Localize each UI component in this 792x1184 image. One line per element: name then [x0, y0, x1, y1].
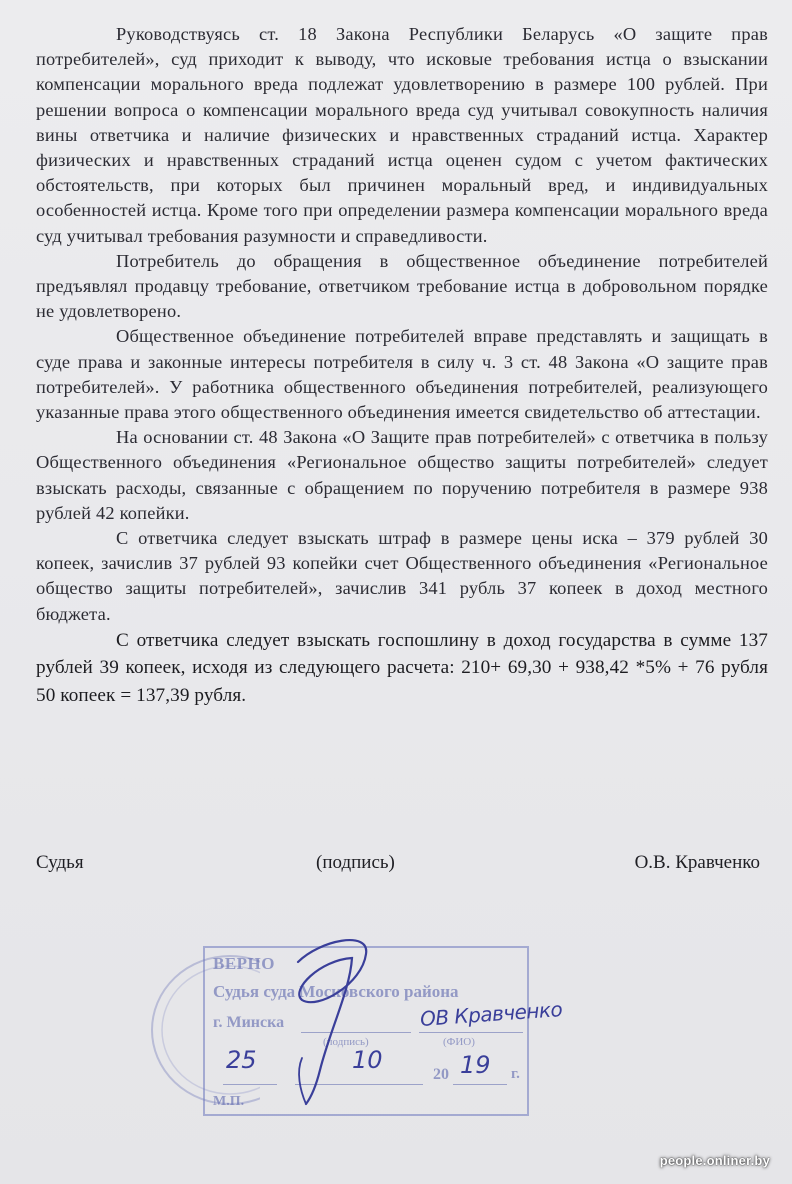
stamp-mp-label: М.П.	[213, 1094, 245, 1109]
signature-role: Судья	[36, 852, 84, 873]
watermark-text: people.onliner.by	[659, 1153, 770, 1168]
stamp-year-prefix: 20	[433, 1066, 449, 1083]
stamp-day-line	[223, 1084, 277, 1085]
handwritten-day: 25	[226, 1046, 257, 1074]
handwritten-name: ОВ Кравченко	[419, 997, 563, 1031]
paragraph-state-duty: С ответчика следует взыскать госпошлину в доход государства в сумме 137 рублей 39 копеек, исходя из следующего расчета: 210+ 69,30 + 938,42 *5% + 76 рубля 50 копеек = 137,39 рубля.	[36, 629, 768, 706]
stamp-fio-line	[419, 1032, 523, 1033]
paragraph-expenses: На основании ст. 48 Закона «О Защите прав потребителей» с ответчика в пользу Общественного объединения «Региональное общество защиты потребителей» следует взыскать расходы, связанные с обращением по поручению потребителя в размере 938 рублей 42 копейки.	[36, 427, 768, 523]
paragraph-consumer-claim: Потребитель до обращения в общественное объединение потребителей предъявлял продавцу требование, ответчиком требование истца в добровольном порядке не удовлетворено.	[36, 250, 768, 322]
stamp-court: Судья суда Московского района	[213, 982, 459, 1001]
paragraph-moral-damage: Руководствуясь ст. 18 Закона Республики Беларусь «О защите прав потребителей», суд приходит к выводу, что исковые требования истца о взыскании компенсации морального вреда подлежат удовлетворению в размере 100 рублей. При решении вопроса о компенсации морального вреда суд учитывал совокупность наличия вины ответчика и наличие физических и нравственных страданий истца. Характер физических и нравственных страданий истца оценен судом с учетом фактических обстоятельств, при которых был причинен моральный вред, и индивидуальных особенностей истца. Кроме того при определении размера компенсации морального вреда суд учитывал требования разумности и справедливости.	[36, 24, 768, 246]
stamp-year-suffix: г.	[511, 1066, 520, 1082]
handwritten-year: 19	[460, 1051, 491, 1079]
document-body	[36, 22, 768, 709]
signature-placeholder: (подпись)	[316, 852, 395, 873]
judge-name: О.В. Кравченко	[634, 852, 760, 873]
stamp-city: г. Минска	[213, 1014, 285, 1031]
paragraph-association-rights: Общественное объединение потребителей вправе представлять и защищать в суде права и законные интересы потребителя в силу ч. 3 ст. 48 Закона «О защите прав потребителей». У работника общественного объединения потребителей, реализующего указанные права этого общественного объединения имеется свидетельство об аттестации.	[36, 326, 768, 423]
stamp-year-line	[453, 1084, 507, 1085]
paragraph-fine: С ответчика следует взыскать штраф в размере цены иска – 379 рублей 30 копеек, зачислив 37 рублей 93 копейки счет Общественного объединения «Региональное общество защиты потребителей», зачислив 341 рубль 37 копеек в доход местного бюджета.	[36, 528, 768, 624]
stamp-signature-label: (подпись)	[323, 1036, 369, 1048]
stamp-fio-label: (ФИО)	[443, 1036, 475, 1048]
stamp-title: ВЕРНО	[213, 954, 276, 973]
stamp-signature-line	[301, 1032, 411, 1033]
handwritten-month: 10	[352, 1046, 383, 1074]
certification-stamp	[203, 946, 529, 1116]
stamp-month-line	[295, 1084, 423, 1085]
signature-row	[36, 852, 760, 880]
